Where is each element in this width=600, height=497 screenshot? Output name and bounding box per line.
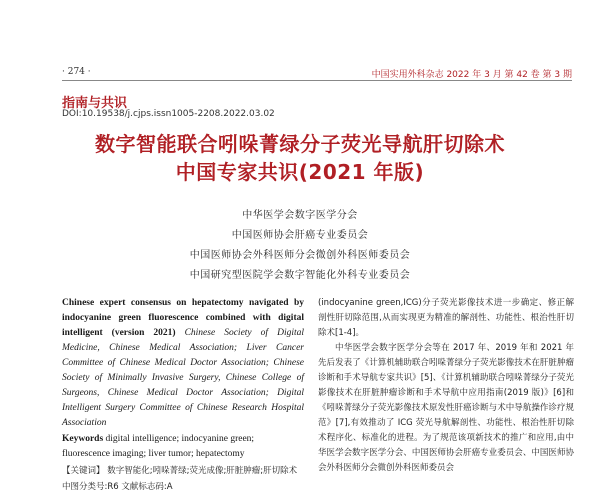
english-title: Chinese expert consensus on hepatectomy navigated by indocyanine green fluorescence combined with digital intelligent (version 2021) [62, 298, 304, 338]
classification-code: 中图分类号:R6 文献标志码:A [62, 482, 173, 492]
english-authors: Chinese Society of Digital Medicine, Chinese Medical Association; Liver Cancer Committee of Chinese Medical Doctor Association; Chinese Society of Minimally Invasive Surgery, Chinese College of Surgeons, Chinese Medical Doctor Association; Digital Intelligent Surgery Committee of Chinese Research Hospital Association [62, 328, 304, 428]
page-number: · 274 · [62, 67, 91, 77]
english-abstract [62, 296, 304, 431]
cn-keywords-text: 数字智能化;吲哚菁绿;荧光成像;肝脏肿瘤;肝切除术 [104, 466, 298, 476]
doi[interactable]: DOI:10.19538/j.cjps.issn1005-2208.2022.03.02 [62, 109, 275, 119]
keywords-label: Keywords [62, 434, 104, 444]
journal-citation: 中国实用外科杂志 2022 年 3 月 第 42 卷 第 3 期 [371, 70, 572, 80]
author-org-4: 中国研究型医院学会数字智能化外科专业委员会 [189, 270, 411, 281]
article-title-line1: 数字智能联合吲哚菁绿分子荧光导航肝切除术 [95, 132, 505, 156]
left-column [62, 296, 304, 495]
article-title-line2: 中国专家共识(2021 年版) [175, 160, 425, 184]
right-column [318, 296, 574, 476]
author-org-2: 中国医师协会肝癌专业委员会 [231, 230, 369, 241]
running-header [62, 67, 572, 81]
column-tag: 指南与共识 [62, 96, 128, 111]
header-rule [62, 80, 572, 81]
body-paragraph-2: 中华医学会数字医学分会等在 2017 年、2019 年和 2021 年先后发表了《计算机辅助联合吲哚菁绿分子荧光影像技术在肝脏肿瘤诊断和手术导航专家共识》[5]、《计算机辅助联合吲哚菁绿分子荧光影像技术在肝脏肿瘤诊断和手术导航中应用指南(2019 版)》[6]和《吲哚菁绿分子荧光影像技术原发性肝癌诊断与术中导航操作诊疗规范》[7],有效推动了 ICG 荧光导航解剖性、功能性、根治性肝切除术程序化、标准化的进程。为了规范该项新技术的推广和应用,由中华医学会数字医学分会、中国医师协会肝癌专业委员会、中国医师协会外科医师分会微创外科医师委员会 [318, 343, 574, 473]
body-paragraph-1: (indocyanine green,ICG)分子荧光影像技术进一步确定、修正解剖性肝切除范围,从而实现更为精准的解剖性、功能性、根治性肝切除术[1-4]。 [318, 298, 574, 338]
chinese-keywords [62, 464, 304, 478]
author-org-1: 中华医学会数字医学分会 [242, 210, 358, 221]
cn-keywords-label: 【关键词】 [62, 466, 105, 476]
keywords-text: digital intelligence; indocyanine green; fluorescence imaging; liver tumor; hepatectomy [62, 434, 255, 459]
author-org-3: 中国医师协会外科医师分会微创外科医师委员会 [189, 250, 411, 261]
english-keywords [62, 432, 304, 462]
